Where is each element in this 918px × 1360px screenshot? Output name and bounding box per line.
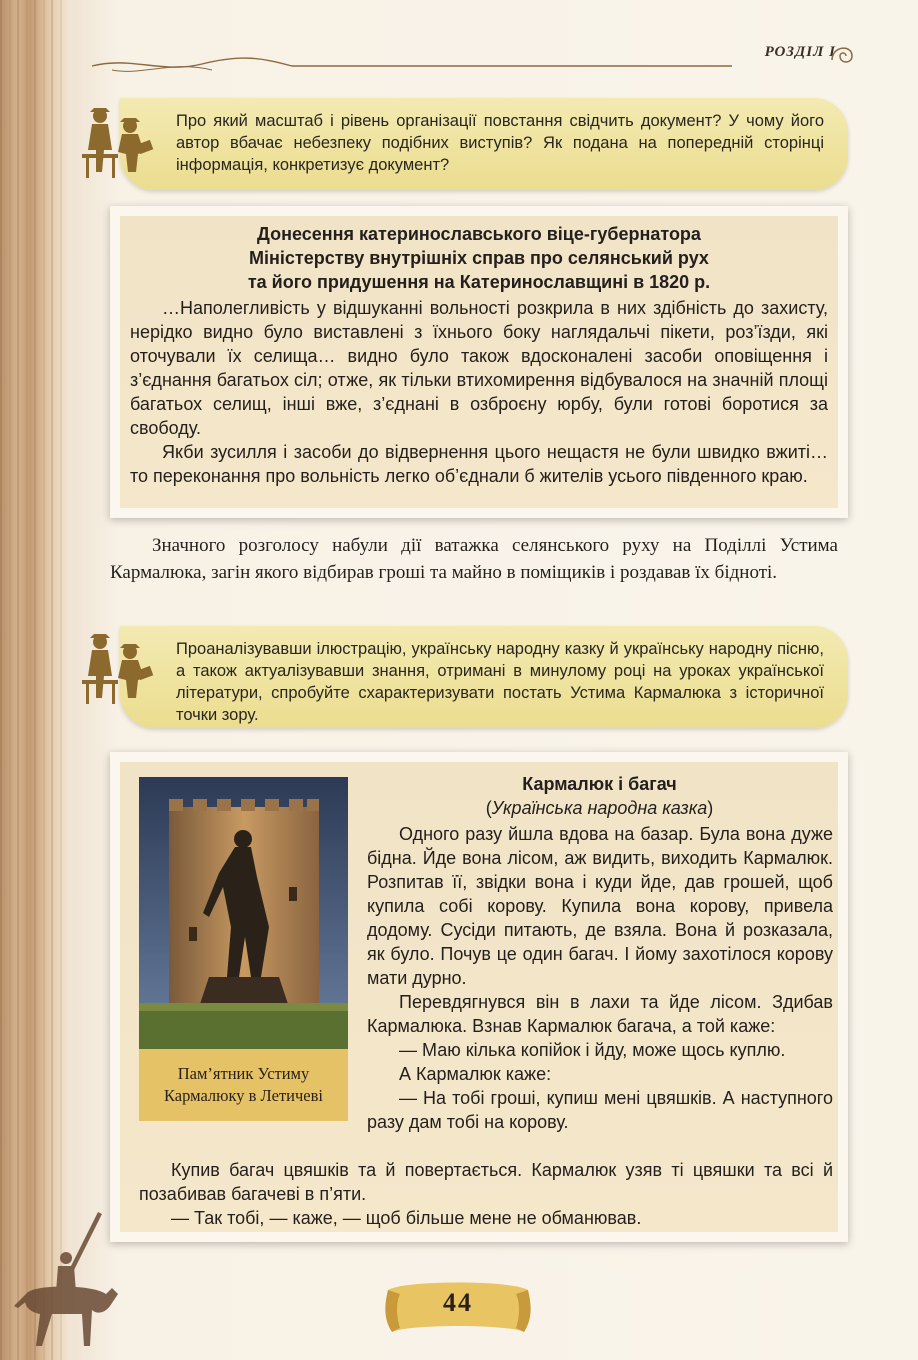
question-box-2 [120,626,848,728]
document-title [130,222,828,294]
story-full-width [139,1158,833,1230]
document-title-line: Міністерству внутрішніх справ про селянський рух [249,248,709,268]
question-text-1: Про який масштаб і рівень організації повстання свідчить документ? У чому його автор вбачає небезпеку подібних виступів? Як подана на попередній сторінці інформація, конкретизує документ? [176,112,824,174]
question-text-2: Проаналізувавши ілюстрацію, українську народну казку й українську народну пісню, а також актуалізувавши знання, отримані в минулому році на уроках української літератури, спробуйте схарактеризувати постать Устима Кармалюка з історичної точки зору. [176,640,824,724]
story-paragraph: Одного разу йшла вдова на базар. Була вона дуже бідна. Йде вона лісом, аж видить, виходить Кармалюк. Розпитав її, звідки вона і куди йде, дав грошей, щоб купила собі корову. Купила вона корову, привела додому. Сусіди питають, де взяла. Вона й розказала, як було. Почув це один багач. І йому захотілося корову мати дурно. [367,824,833,988]
horseman-silhouette-icon [12,1210,122,1350]
story-subtitle-close: ) [707,798,714,818]
header-ornament-icon [92,48,732,78]
story-box [110,752,848,1242]
photo-caption-line: Пам’ятник Устиму [177,1064,310,1083]
story-paragraph: Перевдягнувся він в лахи та йде лісом. Здибав Кармалюка. Взнав Кармалюк багача, а той каже: [367,992,833,1036]
story-inner [120,762,838,1232]
document-inner [120,216,838,508]
page-number-scroll [384,1276,532,1340]
story-paragraph: А Кармалюк каже: [399,1064,552,1084]
story-paragraph: — На тобі гроші, купиш мені цвяшків. А наступного разу дам тобі на корову. [367,1088,833,1132]
main-paragraph: Значного розголосу набули дії ватажка селянського руху на Поділлі Устима Кармалюка, загін якого відбирав гроші та майно в поміщиків і роздавав їх бідноті. [110,535,838,583]
story-subtitle [367,796,832,820]
photo-caption [139,1049,348,1121]
story-paragraph: Купив багач цвяшків та й повертається. Кармалюк узяв ті цвяшки та всі й позабивав багачеві в п’яти. [139,1160,833,1204]
story-column [367,822,833,1134]
students-reading-icon [78,102,160,182]
header-curl-icon [828,40,858,70]
section-header: РОЗДІЛ І [764,44,836,60]
document-title-line: Донесення катеринославського віце-губернатора [257,224,701,244]
wood-grain [0,0,68,1360]
document-paragraph: Якби зусилля і засоби до відвернення цього нещастя не були швидко вжиті… то переконання про вольність легко об’єднали б жителів усього південного краю. [130,442,828,486]
monument-illustration-icon [139,777,348,1049]
photo-caption-line: Кармалюку в Летичеві [164,1086,323,1105]
document-paragraph: …Наполегливість у відшуканні вольності розкрила в них здібність до захисту, нерідко видно було виставлені з їхнього боку наглядальчі пікети, роз’їзди, які оточували їх селища… видно було також вдосконалені засоби оповіщення і з’єднання багатьох сіл; отже, як тільки втихомирення відбувалося на значній площі багатьох селищ, інші вже, з’єднані в озброєну юрбу, були готові боротися за свободу. [130,298,828,438]
question-box-1 [120,98,848,190]
students-reading-icon [78,628,160,708]
story-title: Кармалюк і багач [522,774,677,794]
page-number: 44 [443,1288,473,1317]
story-paragraph: — Маю кілька копійок і йду, може щось куплю. [399,1040,786,1060]
story-subtitle-open: ( [485,798,492,818]
monument-photo [139,777,348,1049]
document-title-line: та його придушення на Катеринославщині в 1820 р. [247,272,711,292]
story-paragraph: — Так тобі, — каже, — щоб більше мене не обманював. [171,1208,642,1228]
story-subtitle-text: Українська народна казка [491,798,708,818]
document-box [110,206,848,518]
